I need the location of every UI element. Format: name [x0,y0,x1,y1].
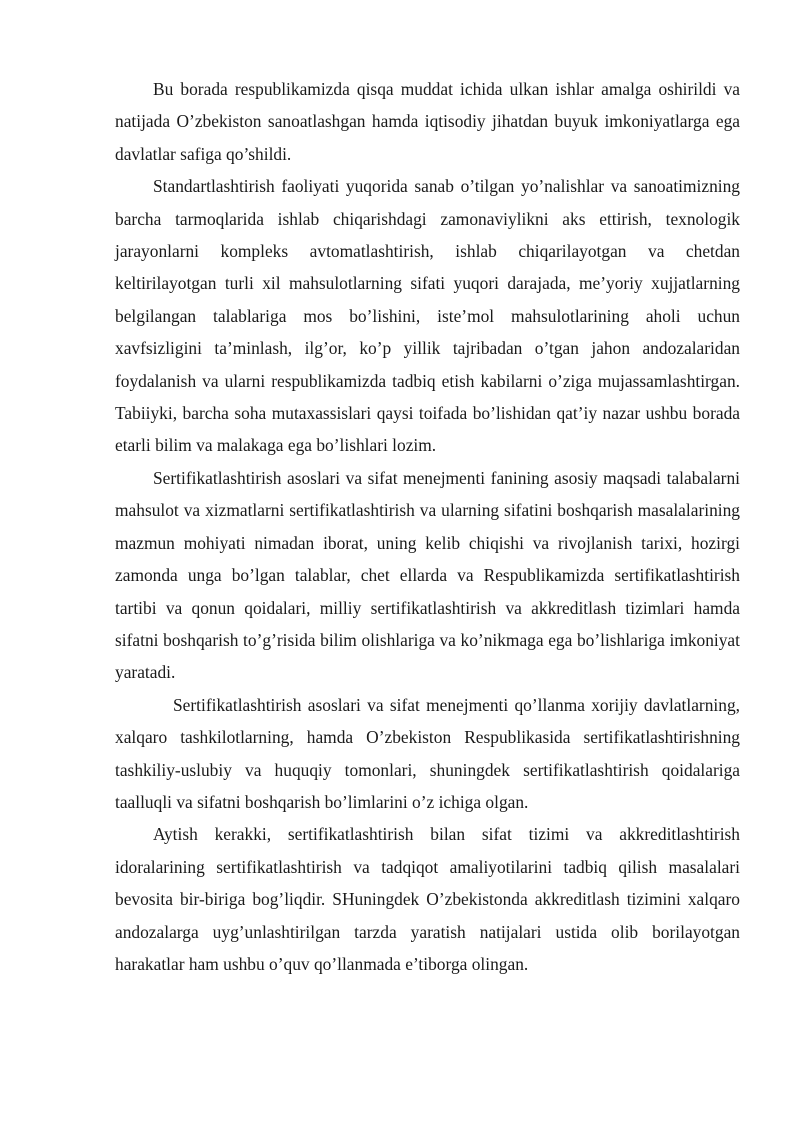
paragraph-2: Standartlashtirish faoliyati yuqorida sanab o’tilgan yo’nalishlar va sanoatimizning barcha tarmoqlarida ishlab chiqarishdagi zamonaviylikni aks ettirish, texnologik jarayonlarni kompleks avtomatlashtirish, ishlab chiqarilayotgan va chetdan keltirilayotgan turli xil mahsulotlarning sifati yuqori darajada, me’yoriy xujjatlarning belgilangan talablariga mos bo’lishini, iste’mol mahsulotlarining aholi uchun xavfsizligini ta’minlash, ilg’or, ko’p yillik tajribadan o’tgan jahon andozalaridan foydalanish va ularni respublikamizda tadbiq etish kabilarni o’ziga mujassamlashtirgan. Tabiiyki, barcha soha mutaxassislari qaysi toifada bo’lishidan qat’iy nazar ushbu borada etarli bilim va malakaga ega bo’lishlari lozim. [115,176,740,456]
paragraph-4: Sertifikatlashtirish asoslari va sifat menejmenti qo’llanma xorijiy davlatlarning, xalqaro tashkilotlarning, hamda O’zbekiston Respublikasida sertifikatlashtirishning tashkiliy-uslubiy va huquqiy tomonlari, shuningdek sertifikatlashtirish qoidalariga taalluqli va sifatni boshqarish bo’limlarini o’z ichiga olgan. [115,694,740,812]
document-body [115,73,740,980]
paragraph-3: Sertifikatlashtirish asoslari va sifat menejmenti fanining asosiy maqsadi talabalarni mahsulot va xizmatlarni sertifikatlashtirish va ularning sifatini boshqarish masalalarining mazmun mohiyati nimadan iborat, uning kelib chiqishi va rivojlanish tarixi, hozirgi zamonda unga bo’lgan talablar, chet ellarda va Respublikamizda sertifikatlashtirish tartibi va qonun qoidalari, milliy sertifikatlashtirish va akkreditlash tizimlari hamda sifatni boshqarish to’g’risida bilim olishlariga va ko’nikmaga ega bo’lishlariga imkoniyat yaratadi. [115,467,740,683]
paragraph-1: Bu borada respublikamizda qisqa muddat ichida ulkan ishlar amalga oshirildi va natijada O’zbekiston sanoatlashgan hamda iqtisodiy jihatdan buyuk imkoniyatlarga ega davlatlar safiga qo’shildi. [115,79,740,164]
paragraph-5: Aytish kerakki, sertifikatlashtirish bilan sifat tizimi va akkreditlashtirish idoralarining sertifikatlashtirish va tadqiqot amaliyotilarini tadbiq qilish masalalari bevosita bir-biriga bog’liqdir. SHuningdek O’zbekistonda akkreditlash tizimini xalqaro andozalarga uyg’unlashtirilgan tarzda yaratish natijalari ustida olib borilayotgan harakatlar ham ushbu o’quv qo’llanmada e’tiborga olingan. [115,824,740,974]
